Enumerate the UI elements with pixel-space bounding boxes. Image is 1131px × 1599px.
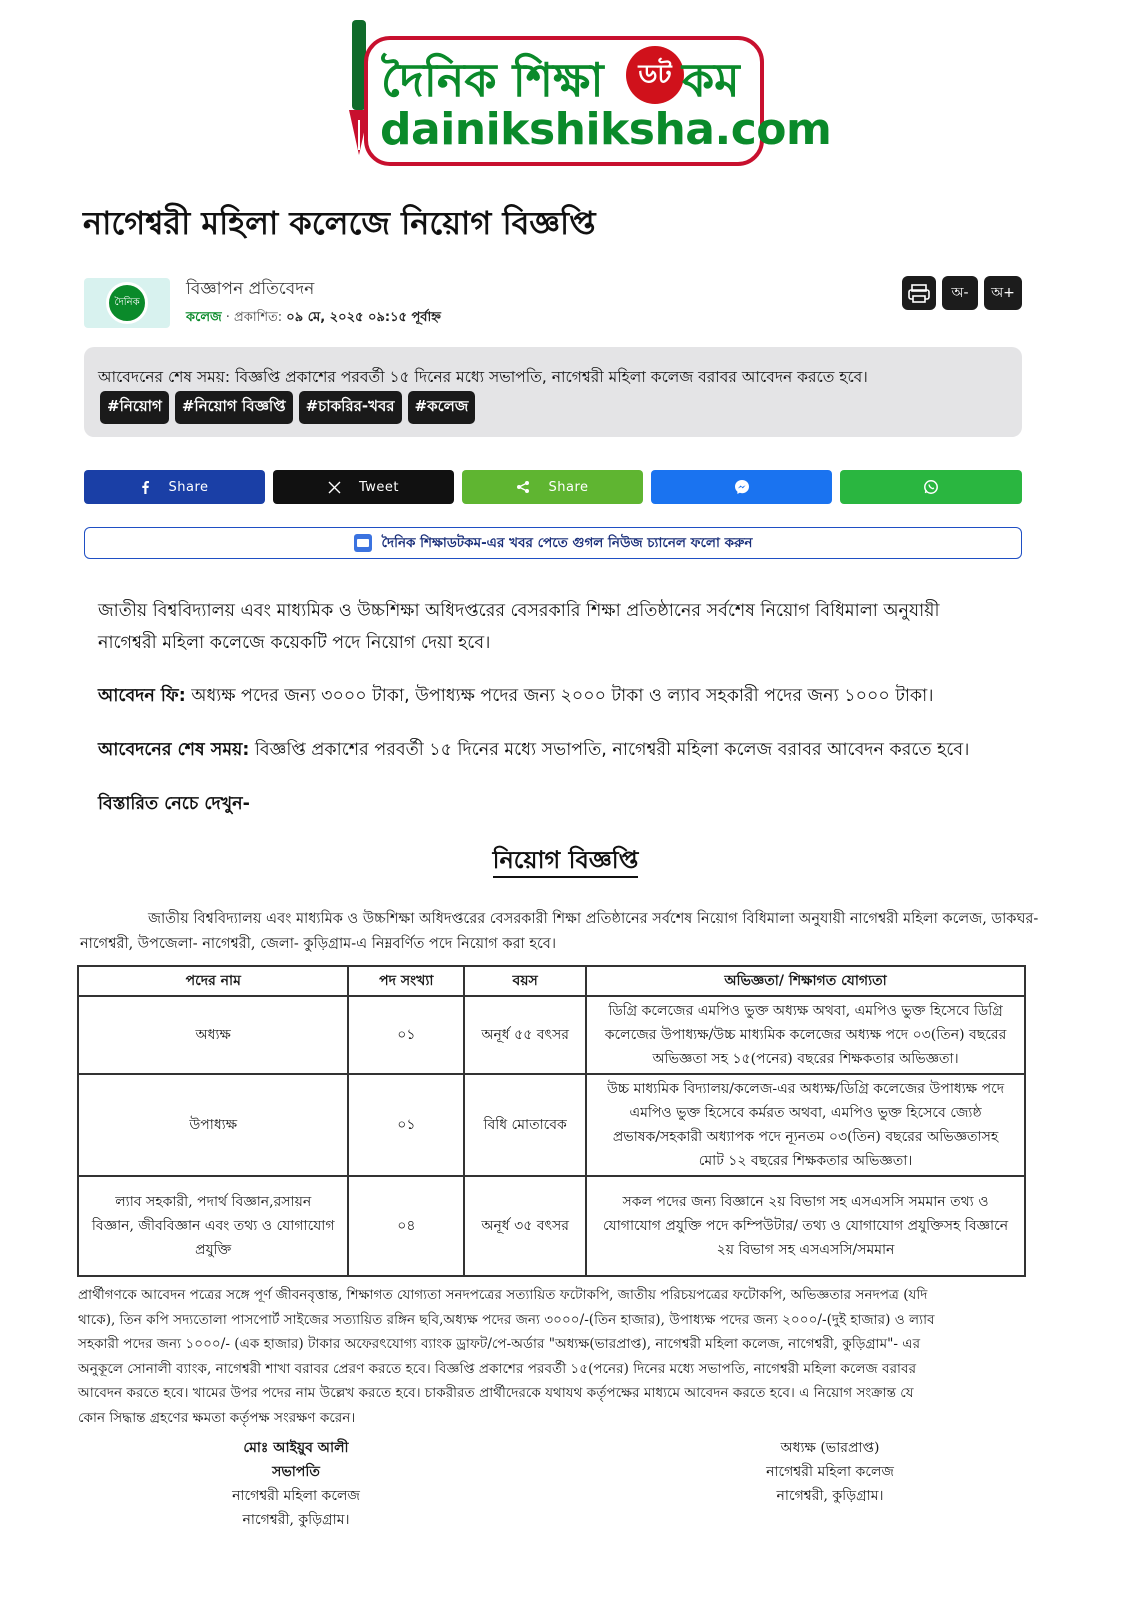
post-count-cell: ০১ (348, 996, 464, 1074)
fee-text: অধ্যক্ষ পদের জন্য ৩০০০ টাকা, উপাধ্যক্ষ পদের জন্য ২০০০ টাকা ও ল্যাব সহকারী পদের জন্য ১০০০ টাকা। (185, 686, 934, 706)
messenger-icon (734, 479, 750, 495)
table-row (78, 996, 1025, 1074)
fee-label: আবেদন ফি: (98, 686, 186, 706)
notice-intro-line: জাতীয় বিশ্ববিদ্যালয় এবং মাধ্যমিক ও উচ্চশিক্ষা অধিদপ্তরের বেসরকারী শিক্ষা প্রতিষ্ঠানের সর্বশেষ নিয়োগ বিধিমালা অনুযায়ী নাগেশ্বরী মহিলা কলেজ, ডাকঘর- (148, 911, 1039, 927)
post-name-cell (78, 996, 348, 1074)
twitter-share-button[interactable] (273, 470, 454, 504)
summary-text: আবেদনের শেষ সময়: বিজ্ঞপ্তি প্রকাশের পরবর্তী ১৫ দিনের মধ্যে সভাপতি, নাগেশ্বরী মহিলা কলেজ বরাবর আবেদন করতে হবে। (98, 368, 868, 386)
qualification-line: যোগাযোগ প্রযুক্তি পদে কম্পিউটার/ তথ্য ও যোগাযোগ প্রযুক্তিসহ বিজ্ঞানে (602, 1218, 1009, 1234)
published-date: ০৯ মে, ২০২৫ ০৯:১৫ পূর্বাহ্ন (286, 310, 441, 325)
signatory-name: মোঃ আইয়ুব আলী (243, 1440, 349, 1456)
author-name[interactable]: বিজ্ঞাপন প্রতিবেদন (186, 279, 315, 299)
table-row (78, 1176, 1025, 1276)
qualification-line: কলেজের উপাধ্যক্ষ/উচ্চ মাধ্যমিক কলেজের অধ্যক্ষ পদে ০৩(তিন) বছরের (604, 1027, 1007, 1043)
sharethis-button[interactable] (462, 470, 643, 504)
site-logo[interactable] (336, 20, 832, 170)
notice-title (0, 842, 1131, 882)
signatory-address: নাগেশ্বরী, কুড়িগ্রাম। (242, 1512, 350, 1528)
tag-list (100, 391, 475, 424)
published-label: · প্রকাশিত: (221, 310, 287, 325)
article-title: নাগেশ্বরী মহিলা কলেজে নিয়োগ বিজ্ঞপ্তি (83, 204, 596, 242)
instruction-line: আবেদন করতে হবে। খামের উপর পদের নাম উল্লেখ করতে হবে। চাকরীরত প্রার্থীদেরকে যথাযথ কর্তৃপক্ষের মাধ্যমে আবেদন করতে হবে। এ নিয়োগ সংক্রান্ত যে (78, 1385, 914, 1401)
font-decrease-button[interactable]: অ- (942, 276, 978, 310)
post-name-line: প্রযুক্তি (195, 1242, 232, 1258)
qualification-line: অভিজ্ঞতা সহ ১৫(পনের) বছরের শিক্ষকতার অভিজ্ঞতা। (652, 1051, 959, 1067)
facebook-share-button[interactable] (84, 470, 265, 504)
sharethis-label: Share (548, 479, 589, 495)
category-link[interactable]: কলেজ (186, 310, 222, 325)
whatsapp-share-button[interactable] (840, 470, 1022, 504)
post-count-cell: ০১ (348, 1074, 464, 1176)
qualification-line: মোট ১২ বছরের শিক্ষকতার অভিজ্ঞতা। (698, 1153, 913, 1169)
post-name-line: বিজ্ঞান, জীববিজ্ঞান এবং তথ্য ও যোগাযোগ (91, 1218, 335, 1234)
vacancy-table (77, 965, 1026, 1277)
deadline-label: আবেদনের শেষ সময়: (98, 740, 250, 760)
post-name-line: উপাধ্যক্ষ (189, 1117, 238, 1133)
qualification-cell (586, 1176, 1025, 1276)
fee-paragraph (98, 680, 934, 712)
facebook-icon (140, 480, 150, 494)
col-header: বয়স (464, 966, 586, 996)
signatory-address: নাগেশ্বরী, কুড়িগ্রাম। (776, 1488, 884, 1504)
notice-title-text: নিয়োগ বিজ্ঞপ্তি (493, 845, 639, 878)
post-count-cell: ০৪ (348, 1176, 464, 1276)
age-cell: বিধি মোতাবেক (464, 1074, 586, 1176)
author-avatar (84, 278, 170, 344)
intro-line: জাতীয় বিশ্ববিদ্যালয় এবং মাধ্যমিক ও উচ্চশিক্ষা অধিদপ্তরের বেসরকারি শিক্ষা প্রতিষ্ঠানের সর্বশেষ নিয়োগ বিধিমালা অনুযায়ী (98, 601, 940, 621)
deadline-paragraph (98, 734, 969, 766)
google-news-text: দৈনিক শিক্ষাডটকম-এর খবর পেতে গুগল নিউজ চ্যানেল ফলো করুন (381, 534, 753, 551)
age-cell: অনূর্ধ ৩৫ বৎসর (464, 1176, 586, 1276)
whatsapp-icon (923, 479, 939, 495)
qualification-line: উচ্চ মাধ্যমিক বিদ্যালয়/কলেজ-এর অধ্যক্ষ/ডিগ্রি কলেজের উপাধ্যক্ষ পদে (606, 1081, 1005, 1097)
post-name-line: ল্যাব সহকারী, পদার্থ বিজ্ঞান,রসায়ন (115, 1194, 312, 1210)
google-news-follow-link[interactable] (84, 527, 1022, 559)
post-name-cell (78, 1074, 348, 1176)
twitter-share-label: Tweet (358, 479, 399, 495)
tag-link[interactable]: #নিয়োগ (100, 391, 169, 424)
logo-english-text: dainikshiksha.com (380, 104, 832, 155)
qualification-line: ২য় বিভাগ সহ এসএসসি/সমমান (716, 1242, 895, 1258)
notice-instructions (78, 1283, 935, 1430)
signature-president (216, 1436, 376, 1532)
logo-bangla-text: দৈনিক শিক্ষা (381, 53, 604, 107)
instruction-line: থাকে), তিন কপি সদ্যতোলা পাসপোর্ট সাইজের সত্যায়িত রঙ্গিন ছবি,অধ্যক্ষ পদের জন্য ৩০০০/-(তিন হাজার), উপাধ্যক্ষ পদের জন্য ২০০০/-(দুই হাজার) ও ল্যাব (78, 1311, 935, 1328)
table-row (78, 1074, 1025, 1176)
x-icon (328, 481, 341, 494)
print-button[interactable] (902, 276, 936, 310)
print-icon (902, 276, 936, 310)
notice-intro-line: নাগেশ্বরী, উপজেলা- নাগেশ্বরী, জেলা- কুড়িগ্রাম-এ নিম্নবর্ণিত পদে নিয়োগ করা হবে। (80, 936, 557, 952)
col-header: অভিজ্ঞতা/ শিক্ষাগত যোগ্যতা (586, 966, 1025, 996)
qualification-line: এমপিও ভুক্ত হিসেবে কর্মরত অথবা, এমপিও ভুক্ত হিসেবে জ্যেষ্ঠ (629, 1105, 982, 1121)
post-name-cell (78, 1176, 348, 1276)
messenger-share-button[interactable] (651, 470, 832, 504)
deadline-text: বিজ্ঞপ্তি প্রকাশের পরবর্তী ১৫ দিনের মধ্যে সভাপতি, নাগেশ্বরী মহিলা কলেজ বরাবর আবেদন করতে হবে। (249, 740, 970, 760)
logo-bangla-suffix: কম (682, 53, 740, 107)
col-header: পদের নাম (78, 966, 348, 996)
share-icon (516, 480, 530, 494)
instruction-line: কোন সিদ্ধান্ত গ্রহণের ক্ষমতা কর্তৃপক্ষ সংরক্ষণ করেন। (78, 1409, 356, 1426)
instruction-line: অনুকূলে সোনালী ব্যাংক, নাগেশ্বরী শাখা বরাবর প্রেরণ করতে হবে। বিজ্ঞপ্তি প্রকাশের পরবর্তী ১৫(পনের) দিনের মধ্যে সভাপতি, নাগেশ্বরী মহিলা কলেজ বরাবর (78, 1360, 917, 1377)
intro-line: নাগেশ্বরী মহিলা কলেজে কয়েকটি পদে নিয়োগ দেয়া হবে। (98, 633, 491, 653)
logo-dot-badge: ডট (626, 46, 684, 104)
facebook-share-label: Share (168, 479, 209, 495)
post-name-line: অধ্যক্ষ (195, 1027, 231, 1043)
instruction-line: সহকারী পদের জন্য ১০০০/- (এক হাজার) টাকার অফেরৎযোগ্য ব্যাংক ড্রাফট/পে-অর্ডার "অধ্যক্ষ(ভারপ্রাপ্ত), নাগেশ্বরী মহিলা কলেজ, নাগেশ্বরী, কুড়িগ্রাম"- এর (78, 1336, 921, 1352)
google-news-icon (354, 534, 372, 552)
col-header: পদ সংখ্যা (348, 966, 464, 996)
tag-link[interactable]: #কলেজ (408, 391, 476, 424)
signature-principal (745, 1436, 915, 1508)
qualification-line: ডিগ্রি কলেজের এমপিও ভুক্ত অধ্যক্ষ অথবা, এমপিও ভুক্ত হিসেবে ডিগ্রি (608, 1003, 1003, 1019)
font-increase-button[interactable]: অ+ (984, 276, 1022, 310)
tag-link[interactable]: #নিয়োগ বিজ্ঞপ্তি (175, 391, 293, 424)
qualification-cell (586, 1074, 1025, 1176)
signatory-title: সভাপতি (272, 1464, 320, 1480)
intro-paragraph (98, 595, 939, 659)
signatory-title: অধ্যক্ষ (ভারপ্রাপ্ত) (780, 1440, 880, 1456)
qualification-line: সকল পদের জন্য বিজ্ঞানে ২য় বিভাগ সহ এসএসসি সমমান তথ্য ও (622, 1194, 989, 1210)
age-cell: অনূর্ধ ৫৫ বৎসর (464, 996, 586, 1074)
summary-box (84, 347, 1022, 437)
details-heading: বিস্তারিত নেচে দেখুন- (98, 794, 250, 814)
table-header-row (78, 966, 1025, 996)
signatory-org: নাগেশ্বরী মহিলা কলেজ (766, 1464, 894, 1480)
signatory-org: নাগেশ্বরী মহিলা কলেজ (232, 1488, 360, 1504)
tag-link[interactable]: #চাকরির-খবর (299, 391, 402, 424)
author-avatar-logo: দৈনিক শিক্ষা (106, 282, 148, 324)
qualification-cell (586, 996, 1025, 1074)
qualification-line: প্রভাষক/সহকারী অধ্যাপক পদে ন্যূনতম ০৩(তিন) বছরের অভিজ্ঞতাসহ (612, 1129, 999, 1145)
article-meta (186, 308, 441, 329)
instruction-line: প্রার্থীগণকে আবেদন পত্রের সঙ্গে পূর্ণ জীবনবৃত্তান্ত, শিক্ষাগত যোগ্যতা সনদপত্রের সত্যায়িত ফটোকপি, জাতীয় পরিচয়পত্রের ফটোকপি, অভিজ্ঞতার সনদপত্র (যদি (78, 1287, 928, 1303)
